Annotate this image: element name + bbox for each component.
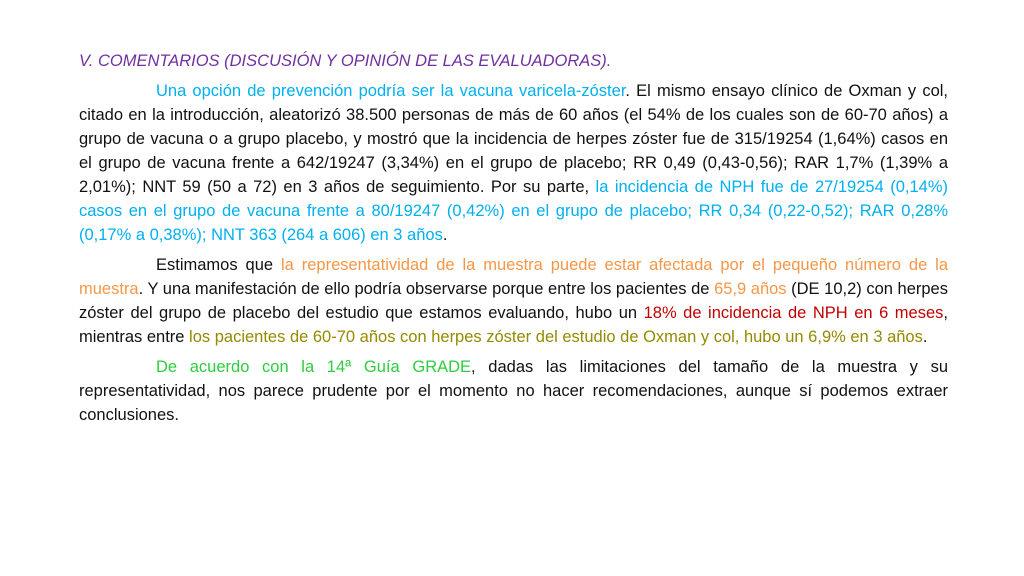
text-segment: (DE 10,2) con herpes zóster del grupo de placebo del estudio que estamos evaluando, hubo un [79, 280, 948, 322]
text-segment: De acuerdo con la 14ª Guía GRADE [156, 358, 472, 376]
text-segment: . [922, 328, 928, 346]
text-segment: 18% de incidencia de NPH en 6 meses [643, 304, 944, 322]
section-heading: V. COMENTARIOS (DISCUSIÓN Y OPINIÓN DE LAS EVALUADORAS). [79, 52, 612, 70]
paragraph-grade-conclusion [79, 355, 948, 427]
text-segment: Estimamos que [156, 256, 281, 274]
slide-content [79, 49, 948, 433]
paragraph-vaccine-option [79, 79, 948, 247]
text-segment: . Y una manifestación de ello podría observarse porque entre los pacientes de [138, 280, 715, 298]
text-segment: , dadas las limitaciones del tamaño de la muestra y su representatividad, nos parece prudente por el momento no hacer recomendaciones, aunque sí podemos extraer conclusiones. [79, 358, 949, 424]
text-segment: la incidencia de NPH fue de 27/19254 (0,14%) casos en el grupo de vacuna frente a 80/19247 (0,42%) en el grupo de placebo; RR 0,34 (0,22-0,52); RAR 0,28% (0,17% a 0,38%); NNT 363 (264 a 606) en 3 años [79, 178, 948, 244]
text-segment: , mientras entre [79, 304, 948, 346]
text-segment: la representatividad de la muestra puede estar afectada por el pequeño número de la muestra [79, 256, 949, 298]
text-segment: los pacientes de 60-70 años con herpes zóster del estudio de Oxman y col, hubo un 6,9% en 3 años [189, 328, 923, 346]
paragraph-sample-representativeness [79, 253, 948, 349]
text-segment: Una opción de prevención podría ser la vacuna varicela-zóster [156, 82, 626, 100]
text-segment: . [442, 226, 448, 244]
text-segment: 65,9 años [714, 280, 787, 298]
text-segment: . El mismo ensayo clínico de Oxman y col, citado en la introducción, aleatorizó 38.500 personas de más de 60 años (el 54% de los cuales son de 60-70 años) a grupo de vacuna o a grupo placebo, y mostró que la incidencia de herpes zóster fue de 315/19254 (1,64%) casos en el grupo de vacuna frente a 642/19247 (3,34%) en el grupo de placebo; RR 0,49 (0,43-0,56); RAR 1,7% (1,39% a 2,01%); NNT 59 (50 a 72) en 3 años de seguimiento. Por su parte, [79, 82, 948, 196]
